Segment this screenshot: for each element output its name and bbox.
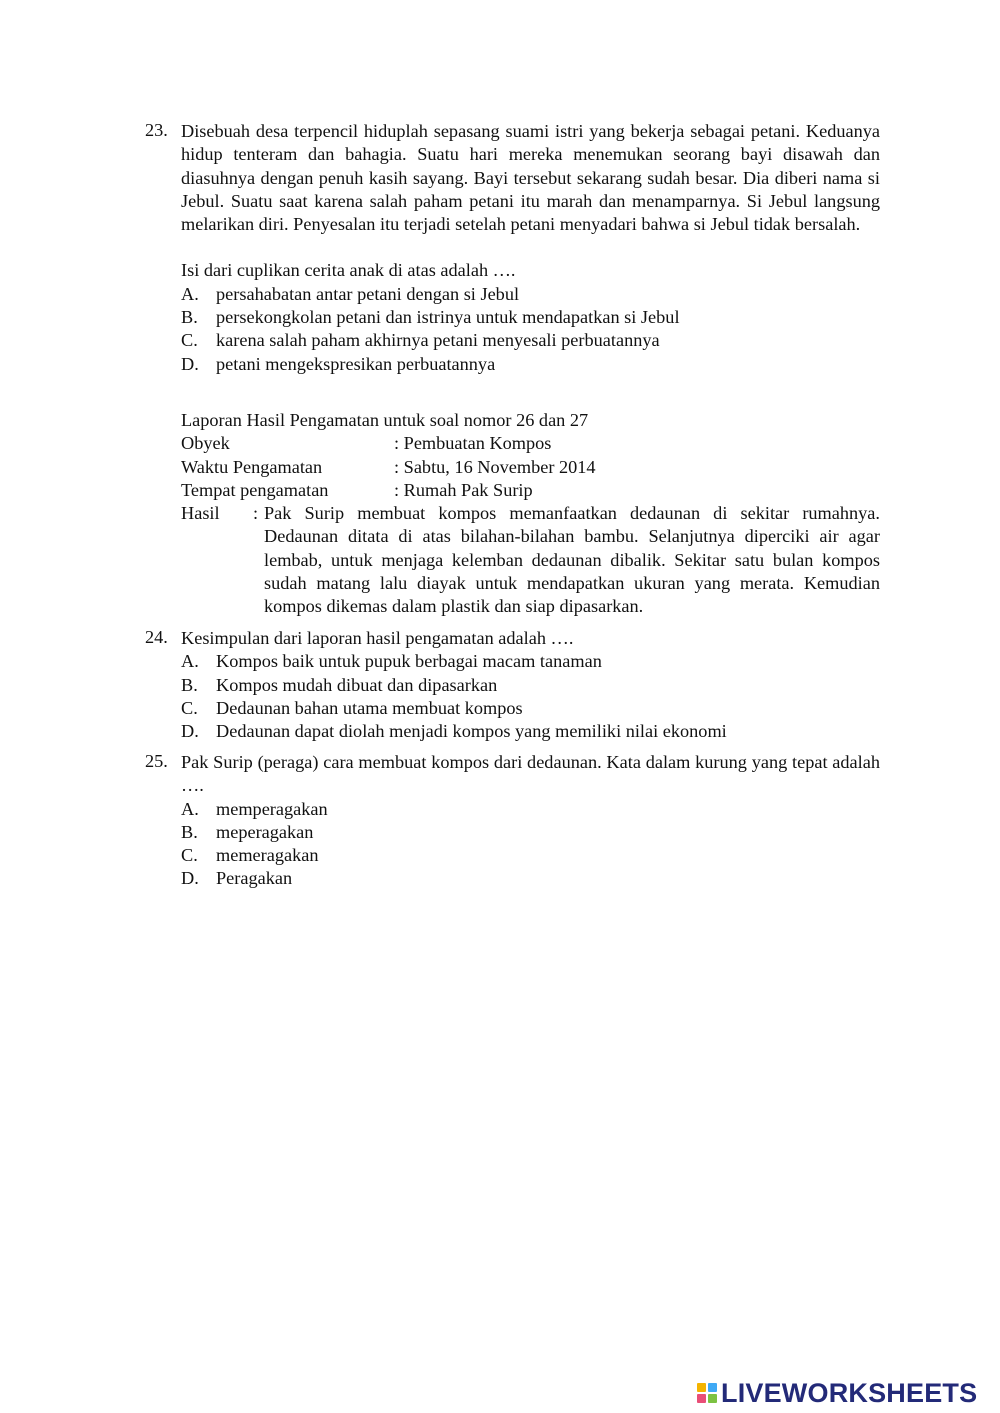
option-d[interactable]: D. Dedaunan dapat diolah menjadi kompos yang memiliki nilai ekonomi bbox=[181, 721, 727, 742]
question-stem: Isi dari cuplikan cerita anak di atas adalah …. bbox=[181, 260, 516, 281]
option-b[interactable]: B. Kompos mudah dibuat dan dipasarkan bbox=[181, 674, 498, 695]
question-stem: Kesimpulan dari laporan hasil pengamatan adalah …. bbox=[181, 628, 574, 648]
report-row-object: Obyek : Pembuatan Kompos bbox=[181, 433, 552, 454]
option-a[interactable]: A. Kompos baik untuk pupuk berbagai macam tanaman bbox=[181, 651, 602, 672]
question-23 bbox=[145, 120, 880, 376]
logo-square-4 bbox=[708, 1394, 717, 1403]
option-b[interactable]: B. meperagakan bbox=[181, 821, 314, 842]
result-separator: : bbox=[253, 503, 259, 524]
logo-square-1 bbox=[697, 1383, 706, 1392]
option-a[interactable]: A. persahabatan antar petani dengan si Jebul bbox=[181, 283, 520, 304]
option-list bbox=[181, 650, 880, 743]
result-label: Hasil bbox=[181, 503, 220, 524]
option-d[interactable]: D. Peragakan bbox=[181, 868, 293, 889]
report-result bbox=[181, 502, 880, 618]
liveworksheets-logo[interactable] bbox=[697, 1378, 977, 1408]
report-row-time: Waktu Pengamatan : Sabtu, 16 November 2014 bbox=[181, 456, 596, 477]
option-list bbox=[181, 283, 880, 376]
brand-name: LIVEWORKSHEETS bbox=[721, 1377, 978, 1408]
question-number: 24. bbox=[145, 627, 168, 647]
logo-square-2 bbox=[708, 1383, 717, 1392]
observation-report bbox=[145, 409, 880, 619]
question-number: 25. bbox=[145, 751, 168, 771]
logo-square-3 bbox=[697, 1394, 706, 1403]
question-number: 23. bbox=[145, 120, 168, 140]
option-a[interactable]: A. memperagakan bbox=[181, 798, 328, 819]
option-c[interactable]: C. memeragakan bbox=[181, 845, 319, 866]
option-c[interactable]: C. karena salah paham akhirnya petani menyesali perbuatannya bbox=[181, 330, 660, 351]
option-c[interactable]: C. Dedaunan bahan utama membuat kompos bbox=[181, 697, 523, 718]
option-b[interactable]: B. persekongkolan petani dan istrinya untuk mendapatkan si Jebul bbox=[181, 307, 680, 328]
result-text: Pak Surip membuat kompos memanfaatkan dedaunan di sekitar rumahnya. Dedaunan ditata di atas bilahan-bilahan bambu. Selanjutnya diperciki air agar lembab, untuk menjaga kelemban dedaunan dibalik. Sekitar satu bulan kompos sudah matang lalu diayak untuk mendapatkan ukuran yang merata. Kemudian kompos dikemas dalam plastik dan siap dipasarkan. bbox=[264, 503, 880, 617]
liveworksheets-icon bbox=[697, 1383, 717, 1403]
question-25 bbox=[145, 751, 880, 891]
question-24 bbox=[145, 627, 880, 743]
story-passage: Disebuah desa terpencil hiduplah sepasang suami istri yang bekerja sebagai petani. Keduanya hidup tenteram dan bahagia. Suatu hari mereka menemukan seorang bayi disawah dan diasuhnya dengan penuh kasih sayang. Bayi tersebut sekarang sudah besar. Dia diberi nama si Jebul. Suatu saat karena salah paham petani itu marah dan menamparnya. Si Jebul langsung melarikan diri. Penyesalan itu terjadi setelah petani menyadari bahwa si Jebul tidak bersalah. bbox=[181, 121, 880, 235]
option-list bbox=[181, 798, 880, 891]
option-d[interactable]: D. petani mengekspresikan perbuatannya bbox=[181, 353, 496, 374]
report-row-place: Tempat pengamatan : Rumah Pak Surip bbox=[181, 479, 533, 500]
report-title: Laporan Hasil Pengamatan untuk soal nomor 26 dan 27 bbox=[181, 410, 589, 430]
question-stem: Pak Surip (peraga) cara membuat kompos dari dedaunan. Kata dalam kurung yang tepat adalah …. bbox=[181, 752, 880, 796]
